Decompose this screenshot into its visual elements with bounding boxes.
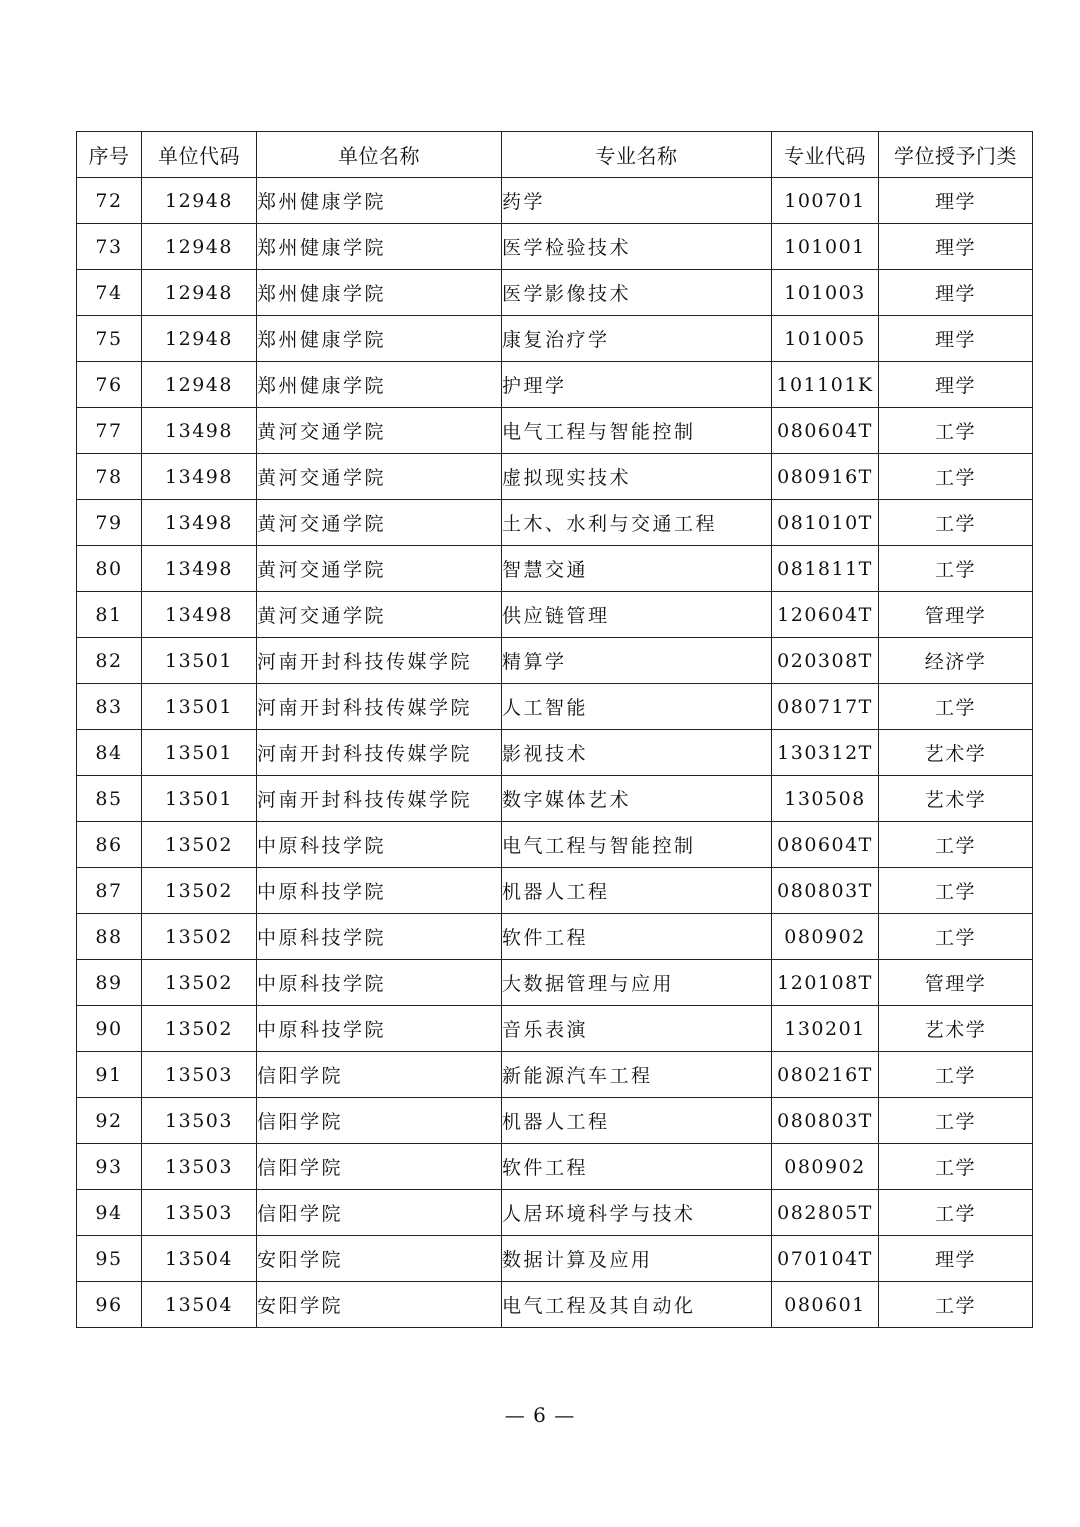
table-row	[77, 592, 1033, 638]
table-row	[77, 362, 1033, 408]
table-row	[77, 1098, 1033, 1144]
cell-major-name: 软件工程	[502, 914, 772, 960]
cell-degree-category: 工学	[879, 1144, 1033, 1190]
cell-unit-name: 河南开封科技传媒学院	[257, 730, 502, 776]
cell-major-code: 101001	[772, 224, 879, 270]
cell-major-code: 101003	[772, 270, 879, 316]
cell-major-code: 081811T	[772, 546, 879, 592]
cell-degree-category: 理学	[879, 362, 1033, 408]
header-major-code: 专业代码	[772, 132, 879, 178]
cell-unit-code: 13498	[142, 546, 257, 592]
cell-degree-category: 工学	[879, 1098, 1033, 1144]
cell-unit-name: 河南开封科技传媒学院	[257, 638, 502, 684]
cell-unit-name: 河南开封科技传媒学院	[257, 684, 502, 730]
cell-serial: 79	[77, 500, 142, 546]
header-unit-name: 单位名称	[257, 132, 502, 178]
cell-degree-category: 艺术学	[879, 1006, 1033, 1052]
cell-unit-code: 13503	[142, 1098, 257, 1144]
cell-unit-name: 信阳学院	[257, 1098, 502, 1144]
cell-major-name: 医学检验技术	[502, 224, 772, 270]
cell-major-code: 081010T	[772, 500, 879, 546]
cell-unit-code: 13502	[142, 1006, 257, 1052]
table-row	[77, 684, 1033, 730]
cell-unit-code: 13501	[142, 638, 257, 684]
cell-degree-category: 管理学	[879, 592, 1033, 638]
cell-major-name: 医学影像技术	[502, 270, 772, 316]
cell-serial: 94	[77, 1190, 142, 1236]
cell-serial: 96	[77, 1282, 142, 1328]
cell-unit-name: 河南开封科技传媒学院	[257, 776, 502, 822]
header-major-name: 专业名称	[502, 132, 772, 178]
cell-unit-name: 中原科技学院	[257, 914, 502, 960]
cell-major-code: 120604T	[772, 592, 879, 638]
cell-unit-code: 12948	[142, 316, 257, 362]
table-row	[77, 914, 1033, 960]
cell-serial: 89	[77, 960, 142, 1006]
table-row	[77, 1190, 1033, 1236]
cell-unit-name: 中原科技学院	[257, 960, 502, 1006]
cell-serial: 85	[77, 776, 142, 822]
cell-unit-code: 12948	[142, 362, 257, 408]
cell-major-name: 电气工程及其自动化	[502, 1282, 772, 1328]
cell-unit-name: 信阳学院	[257, 1190, 502, 1236]
cell-unit-code: 13502	[142, 822, 257, 868]
cell-degree-category: 工学	[879, 1282, 1033, 1328]
cell-major-name: 虚拟现实技术	[502, 454, 772, 500]
cell-unit-name: 信阳学院	[257, 1052, 502, 1098]
cell-major-name: 音乐表演	[502, 1006, 772, 1052]
cell-major-code: 080216T	[772, 1052, 879, 1098]
cell-unit-name: 黄河交通学院	[257, 454, 502, 500]
cell-degree-category: 工学	[879, 454, 1033, 500]
page-number: — 6 —	[504, 1403, 576, 1427]
cell-major-name: 新能源汽车工程	[502, 1052, 772, 1098]
cell-degree-category: 工学	[879, 684, 1033, 730]
cell-unit-name: 黄河交通学院	[257, 408, 502, 454]
table-row	[77, 546, 1033, 592]
table-row	[77, 500, 1033, 546]
cell-serial: 87	[77, 868, 142, 914]
cell-major-name: 电气工程与智能控制	[502, 822, 772, 868]
cell-degree-category: 工学	[879, 1190, 1033, 1236]
cell-serial: 72	[77, 178, 142, 224]
cell-major-name: 康复治疗学	[502, 316, 772, 362]
table-header-row	[77, 132, 1033, 178]
cell-major-code: 101101K	[772, 362, 879, 408]
cell-degree-category: 工学	[879, 914, 1033, 960]
cell-unit-name: 中原科技学院	[257, 1006, 502, 1052]
cell-major-name: 机器人工程	[502, 1098, 772, 1144]
cell-unit-code: 13498	[142, 592, 257, 638]
cell-serial: 93	[77, 1144, 142, 1190]
table-row	[77, 316, 1033, 362]
cell-degree-category: 艺术学	[879, 776, 1033, 822]
cell-serial: 88	[77, 914, 142, 960]
cell-serial: 83	[77, 684, 142, 730]
table-row	[77, 454, 1033, 500]
cell-major-code: 100701	[772, 178, 879, 224]
cell-major-name: 机器人工程	[502, 868, 772, 914]
table-row	[77, 730, 1033, 776]
cell-serial: 74	[77, 270, 142, 316]
cell-unit-code: 13501	[142, 776, 257, 822]
cell-major-code: 130312T	[772, 730, 879, 776]
cell-major-name: 人居环境科学与技术	[502, 1190, 772, 1236]
cell-degree-category: 理学	[879, 1236, 1033, 1282]
cell-unit-name: 郑州健康学院	[257, 224, 502, 270]
cell-degree-category: 工学	[879, 500, 1033, 546]
cell-major-code: 080803T	[772, 1098, 879, 1144]
cell-major-code: 020308T	[772, 638, 879, 684]
cell-major-name: 护理学	[502, 362, 772, 408]
cell-degree-category: 工学	[879, 822, 1033, 868]
cell-unit-code: 13504	[142, 1236, 257, 1282]
cell-unit-name: 黄河交通学院	[257, 500, 502, 546]
cell-serial: 86	[77, 822, 142, 868]
cell-major-code: 080604T	[772, 408, 879, 454]
cell-degree-category: 理学	[879, 178, 1033, 224]
cell-serial: 90	[77, 1006, 142, 1052]
cell-unit-code: 13503	[142, 1144, 257, 1190]
cell-degree-category: 理学	[879, 270, 1033, 316]
cell-unit-code: 13501	[142, 684, 257, 730]
cell-major-code: 080916T	[772, 454, 879, 500]
cell-major-code: 101005	[772, 316, 879, 362]
table-row	[77, 270, 1033, 316]
table-row	[77, 822, 1033, 868]
cell-unit-name: 郑州健康学院	[257, 270, 502, 316]
cell-major-code: 080604T	[772, 822, 879, 868]
cell-serial: 81	[77, 592, 142, 638]
cell-unit-code: 13502	[142, 960, 257, 1006]
table-row	[77, 1144, 1033, 1190]
cell-major-name: 电气工程与智能控制	[502, 408, 772, 454]
header-degree-category: 学位授予门类	[879, 132, 1033, 178]
cell-unit-code: 13501	[142, 730, 257, 776]
cell-degree-category: 工学	[879, 868, 1033, 914]
cell-degree-category: 管理学	[879, 960, 1033, 1006]
cell-major-name: 数据计算及应用	[502, 1236, 772, 1282]
cell-serial: 84	[77, 730, 142, 776]
cell-serial: 95	[77, 1236, 142, 1282]
cell-unit-code: 13504	[142, 1282, 257, 1328]
cell-major-name: 大数据管理与应用	[502, 960, 772, 1006]
cell-serial: 92	[77, 1098, 142, 1144]
cell-serial: 77	[77, 408, 142, 454]
cell-major-name: 数字媒体艺术	[502, 776, 772, 822]
cell-degree-category: 工学	[879, 1052, 1033, 1098]
table-row	[77, 960, 1033, 1006]
cell-unit-name: 安阳学院	[257, 1236, 502, 1282]
cell-major-code: 080902	[772, 1144, 879, 1190]
cell-major-code: 130508	[772, 776, 879, 822]
table-row	[77, 1236, 1033, 1282]
cell-unit-code: 13498	[142, 408, 257, 454]
cell-degree-category: 经济学	[879, 638, 1033, 684]
cell-major-name: 供应链管理	[502, 592, 772, 638]
table-row	[77, 776, 1033, 822]
cell-major-code: 120108T	[772, 960, 879, 1006]
cell-unit-code: 12948	[142, 270, 257, 316]
cell-unit-name: 信阳学院	[257, 1144, 502, 1190]
header-serial: 序号	[77, 132, 142, 178]
cell-unit-code: 13502	[142, 868, 257, 914]
cell-serial: 73	[77, 224, 142, 270]
cell-major-code: 130201	[772, 1006, 879, 1052]
cell-serial: 82	[77, 638, 142, 684]
table-row	[77, 868, 1033, 914]
table-row	[77, 408, 1033, 454]
table-row	[77, 224, 1033, 270]
cell-major-code: 080902	[772, 914, 879, 960]
cell-major-name: 软件工程	[502, 1144, 772, 1190]
cell-unit-code: 13502	[142, 914, 257, 960]
cell-serial: 80	[77, 546, 142, 592]
cell-serial: 76	[77, 362, 142, 408]
cell-major-name: 人工智能	[502, 684, 772, 730]
cell-degree-category: 艺术学	[879, 730, 1033, 776]
cell-unit-code: 13503	[142, 1190, 257, 1236]
cell-serial: 91	[77, 1052, 142, 1098]
cell-unit-name: 中原科技学院	[257, 868, 502, 914]
cell-unit-code: 13503	[142, 1052, 257, 1098]
cell-major-code: 070104T	[772, 1236, 879, 1282]
cell-major-code: 080803T	[772, 868, 879, 914]
cell-unit-name: 郑州健康学院	[257, 178, 502, 224]
cell-major-name: 精算学	[502, 638, 772, 684]
degree-program-table	[76, 131, 1033, 1328]
cell-unit-code: 13498	[142, 454, 257, 500]
cell-major-name: 药学	[502, 178, 772, 224]
cell-major-name: 土木、水利与交通工程	[502, 500, 772, 546]
cell-degree-category: 工学	[879, 408, 1033, 454]
cell-unit-name: 黄河交通学院	[257, 546, 502, 592]
cell-serial: 75	[77, 316, 142, 362]
table-row	[77, 178, 1033, 224]
cell-unit-name: 安阳学院	[257, 1282, 502, 1328]
cell-major-code: 080601	[772, 1282, 879, 1328]
table-row	[77, 1052, 1033, 1098]
cell-unit-name: 黄河交通学院	[257, 592, 502, 638]
cell-major-code: 082805T	[772, 1190, 879, 1236]
cell-unit-code: 12948	[142, 178, 257, 224]
table-row	[77, 638, 1033, 684]
cell-serial: 78	[77, 454, 142, 500]
cell-major-name: 智慧交通	[502, 546, 772, 592]
cell-unit-name: 郑州健康学院	[257, 362, 502, 408]
cell-degree-category: 理学	[879, 316, 1033, 362]
header-unit-code: 单位代码	[142, 132, 257, 178]
cell-unit-name: 中原科技学院	[257, 822, 502, 868]
cell-unit-name: 郑州健康学院	[257, 316, 502, 362]
table-row	[77, 1282, 1033, 1328]
cell-unit-code: 13498	[142, 500, 257, 546]
table-row	[77, 1006, 1033, 1052]
cell-unit-code: 12948	[142, 224, 257, 270]
cell-degree-category: 理学	[879, 224, 1033, 270]
cell-major-name: 影视技术	[502, 730, 772, 776]
cell-degree-category: 工学	[879, 546, 1033, 592]
cell-major-code: 080717T	[772, 684, 879, 730]
table-body	[77, 178, 1033, 1328]
